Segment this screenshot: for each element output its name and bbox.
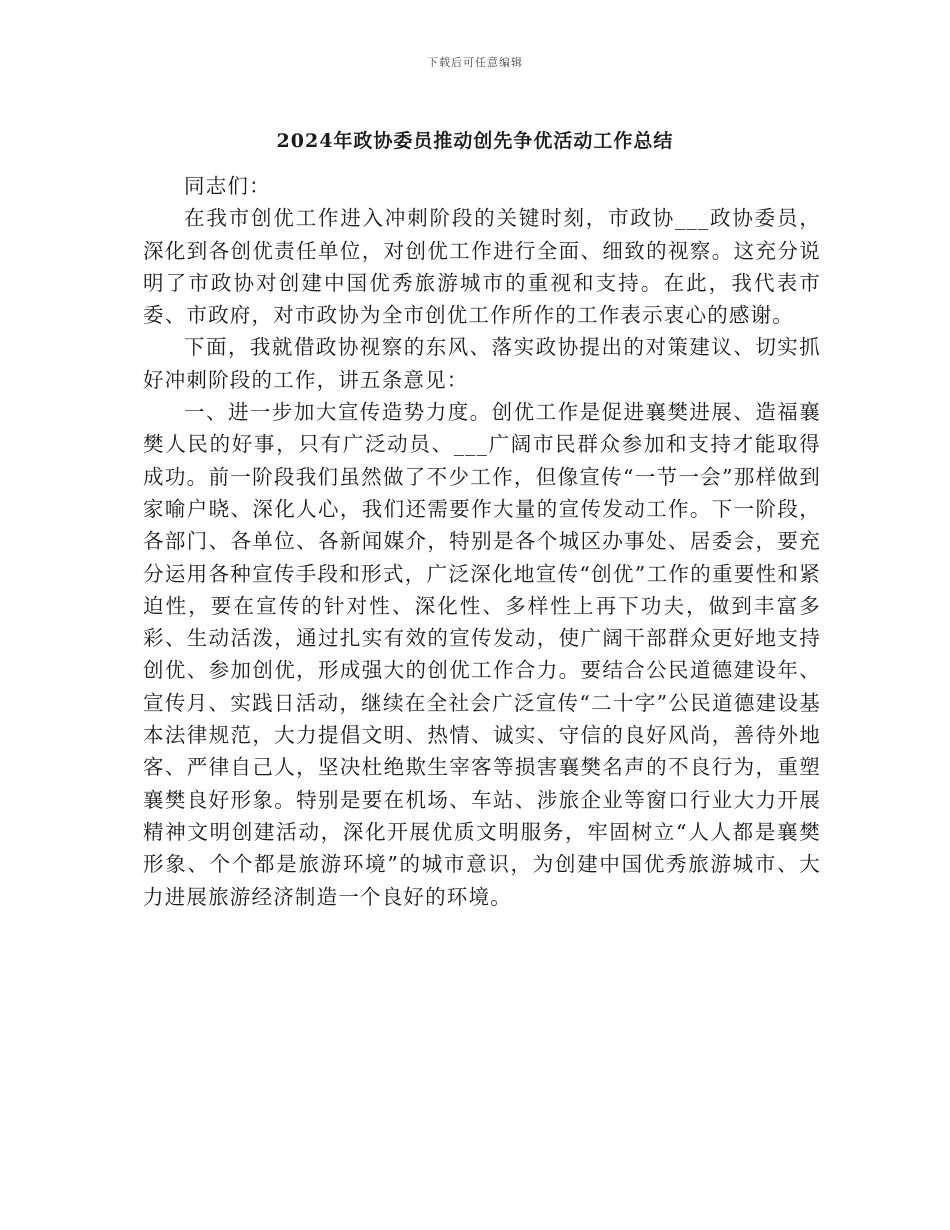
download-note: 下载后可任意编辑 xyxy=(427,56,523,69)
point-one-paragraph: 一、进一步加大宣传造势力度。创优工作是促进襄樊进展、造福襄樊人民的好事，只有广泛动员、___广阔市民群众参加和支持才能取得成功。前一阶段我们虽然做了不少工作，但像宣传“一节一会”那样做到家喻户晓、深化人心，我们还需要作大量的宣传发动工作。下一阶段，各部门、各单位、各新闻媒介，特别是各个城区办事处、居委会，要充分运用各种宣传手段和形式，广泛深化地宣传“创优”工作的重要性和紧迫性，要在宣传的针对性、深化性、多样性上再下功夫，做到丰富多彩、生动活泼，通过扎实有效的宣传发动，使广阔干部群众更好地支持创优、参加创优，形成强大的创优工作合力。要结合公民道德建设年、宣传月、实践日活动，继续在全社会广泛宣传“二十字”公民道德建设基本法律规范，大力提倡文明、热情、诚实、守信的良好风尚，善待外地客、严律自己人，坚决杜绝欺生宰客等损害襄樊名声的不良行为，重塑襄樊良好形象。特别是要在机场、车站、涉旅企业等窗口行业大力开展精神文明创建活动，深化开展优质文明服务，牢固树立“人人都是襄樊形象、个个都是旅游环境”的城市意识，为创建中国优秀旅游城市、大力进展旅游经济制造一个良好的环境。 xyxy=(143,400,821,909)
transition-paragraph: 下面，我就借政协视察的东风、落实政协提出的对策建议、切实抓好冲刺阶段的工作，讲五条意见： xyxy=(143,335,821,392)
document-body xyxy=(143,170,821,913)
salutation-paragraph: 同志们： xyxy=(184,174,271,198)
document-title: 2024年政协委员推动创先争优活动工作总结 xyxy=(276,130,674,152)
intro-paragraph: 在我市创优工作进入冲刺阶段的关键时刻，市政协___政协委员，深化到各创优责任单位，对创优工作进行全面、细致的视察。这充分说明了市政协对创建中国优秀旅游城市的重视和支持。在此，我代表市委、市政府，对市政协为全市创优工作所作的工作表示衷心的感谢。 xyxy=(143,206,821,328)
